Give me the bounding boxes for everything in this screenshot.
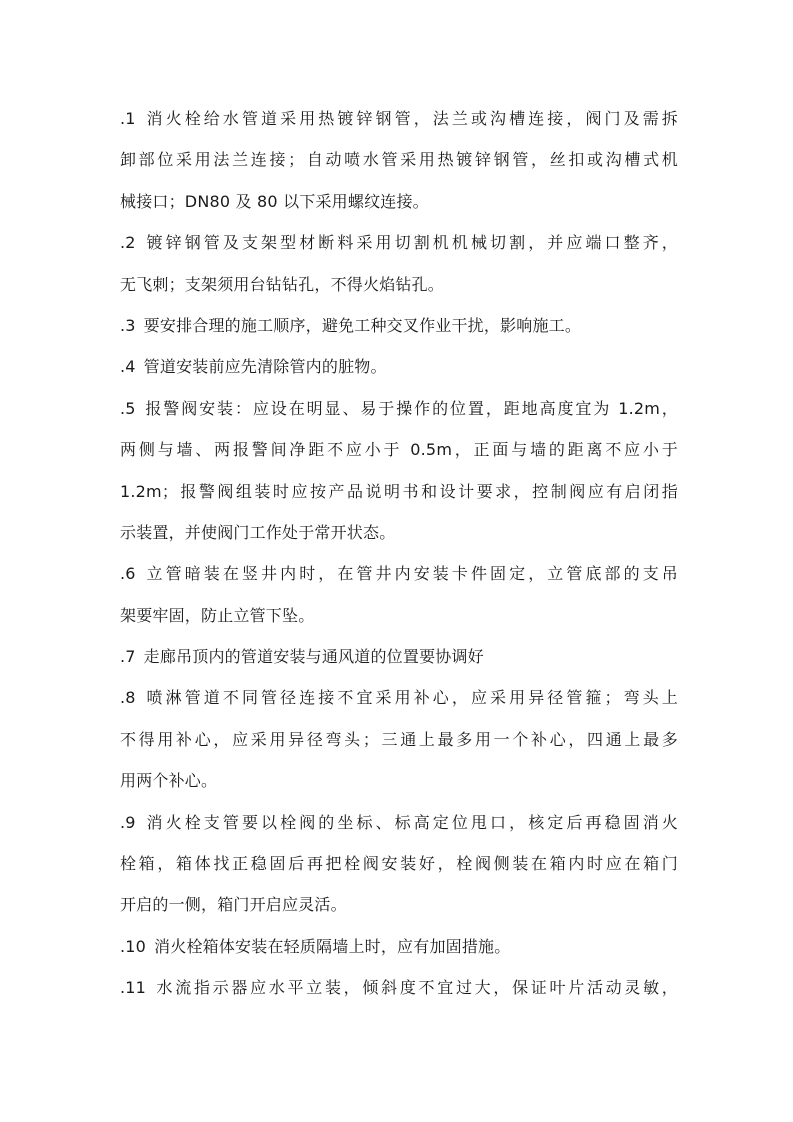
paragraph-text: 走廊吊顶内的管道安装与通风道的位置要协调好 <box>143 647 484 667</box>
paragraph-text: 消火栓箱体安装在轻质隔墙上时，应有加固措施。 <box>154 936 511 956</box>
paragraph-line <box>120 346 678 387</box>
item-number: .6 <box>120 564 136 584</box>
paragraph-text: 报警阀安装：应设在明显、易于操作的位置，距地高度宜为 1.2m， <box>143 398 678 418</box>
paragraph-text: 喷淋管道不同管径连接不宜采用补心，应采用异径管箍；弯头上 <box>143 688 678 708</box>
paragraph-text: 不得用补心，应采用异径弯头；三通上最多用一个补心，四通上最多 <box>120 729 678 749</box>
paragraph-text: 示装置，并使阀门工作处于常开状态。 <box>120 522 396 542</box>
paragraph-text: 卸部位采用法兰连接；自动喷水管采用热镀锌钢管，丝扣或沟槽式机 <box>120 150 678 170</box>
paragraph-text: 架要牢固，防止立管下坠。 <box>120 605 315 625</box>
paragraph-line <box>120 222 678 263</box>
paragraph-text: 管道安装前应先清除管内的脏物。 <box>143 357 387 377</box>
paragraph-line <box>120 429 678 470</box>
item-number: .1 <box>120 109 136 128</box>
paragraph-text: 开启的一侧，箱门开启应灵活。 <box>120 895 347 915</box>
paragraph-line <box>120 139 678 180</box>
paragraph-text: 无飞刺；支架须用台钻钻孔，不得火焰钻孔。 <box>120 274 445 294</box>
document-body <box>120 98 678 1009</box>
item-number: .8 <box>120 688 136 708</box>
paragraph-line <box>120 802 678 843</box>
item-number: .7 <box>120 647 136 667</box>
paragraph-text: 用两个补心。 <box>120 771 218 791</box>
paragraph-text: 要安排合理的施工顺序，避免工种交叉作业干扰，影响施工。 <box>143 315 582 335</box>
paragraph-text: 两侧与墙、两报警间净距不应小于 0.5m，正面与墙的距离不应小于 <box>120 440 678 460</box>
paragraph-line <box>120 512 678 553</box>
paragraph-line <box>120 884 678 925</box>
paragraph-line <box>120 553 678 594</box>
paragraph-line <box>120 388 678 429</box>
paragraph-text: 立管暗装在竖井内时，在管井内安装卡件固定，立管底部的支吊 <box>143 564 678 584</box>
paragraph-text: 1.2m；报警阀组装时应按产品说明书和设计要求，控制阀应有启闭指 <box>120 481 678 501</box>
item-number: .2 <box>120 233 136 253</box>
paragraph-text: 栓箱，箱体找正稳固后再把栓阀安装好，栓阀侧装在箱内时应在箱门 <box>120 854 678 874</box>
paragraph-text: 械接口；DN80 及 80 以下采用螺纹连接。 <box>120 191 429 211</box>
paragraph-line <box>120 760 678 801</box>
paragraph-line <box>120 926 678 967</box>
item-number: .5 <box>120 398 136 418</box>
paragraph-line <box>120 967 678 1008</box>
item-number: .9 <box>120 812 136 832</box>
paragraph-text: 消火栓支管要以栓阀的坐标、标高定位甩口，核定后再稳固消火 <box>143 812 678 832</box>
item-number: .10 <box>120 936 147 956</box>
paragraph-line <box>120 264 678 305</box>
paragraph-line <box>120 719 678 760</box>
paragraph-line <box>120 595 678 636</box>
item-number: .4 <box>120 357 136 377</box>
paragraph-line <box>120 181 678 222</box>
paragraph-line <box>120 98 678 139</box>
paragraph-line <box>120 471 678 512</box>
paragraph-text: 水流指示器应水平立装，倾斜度不宜过大，保证叶片活动灵敏， <box>154 978 678 998</box>
item-number: .11 <box>120 978 147 998</box>
item-number: .3 <box>120 315 136 335</box>
paragraph-line <box>120 636 678 677</box>
paragraph-text: 消火栓给水管道采用热镀锌钢管，法兰或沟槽连接，阀门及需拆 <box>143 109 678 128</box>
paragraph-line <box>120 305 678 346</box>
paragraph-line <box>120 677 678 718</box>
paragraph-text: 镀锌钢管及支架型材断料采用切割机机械切割，并应端口整齐， <box>143 233 678 253</box>
paragraph-line <box>120 843 678 884</box>
